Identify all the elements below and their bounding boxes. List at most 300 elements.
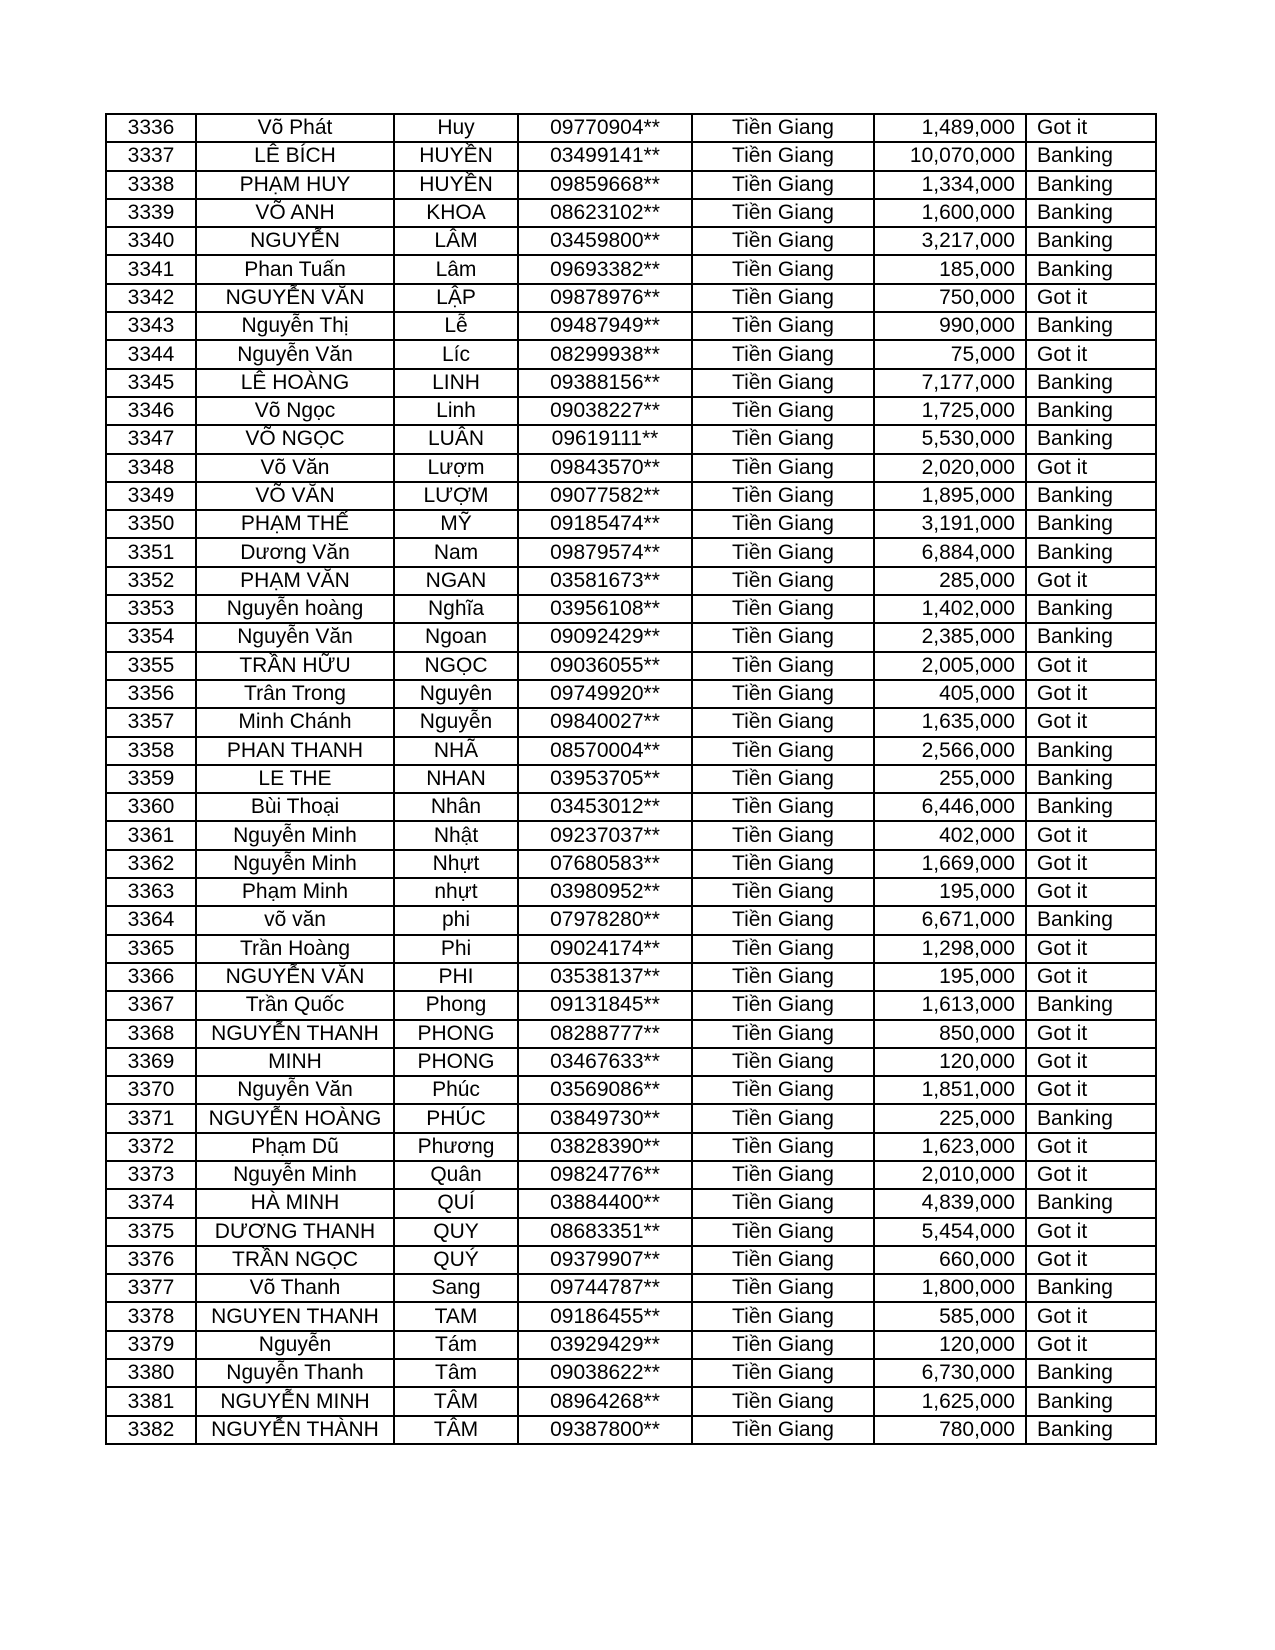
phone-number-cell: 03828390**: [518, 1133, 692, 1161]
phone-number-cell: 09619111**: [518, 425, 692, 453]
payment-method-cell: Banking: [1026, 482, 1156, 510]
province-cell: Tiền Giang: [692, 369, 874, 397]
province-cell: Tiền Giang: [692, 935, 874, 963]
row-number-cell: 3374: [106, 1189, 196, 1217]
row-number-cell: 3338: [106, 171, 196, 199]
row-number-cell: 3361: [106, 821, 196, 849]
phone-number-cell: 09387800**: [518, 1416, 692, 1444]
family-middle-name-cell: Bùi Thoại: [196, 793, 394, 821]
province-cell: Tiền Giang: [692, 567, 874, 595]
phone-number-cell: 03929429**: [518, 1331, 692, 1359]
province-cell: Tiền Giang: [692, 595, 874, 623]
given-name-cell: nhựt: [394, 878, 518, 906]
amount-cell: 5,454,000: [874, 1218, 1026, 1246]
family-middle-name-cell: NGUYỄN VĂN: [196, 284, 394, 312]
phone-number-cell: 03884400**: [518, 1189, 692, 1217]
amount-cell: 850,000: [874, 1020, 1026, 1048]
province-cell: Tiền Giang: [692, 1076, 874, 1104]
province-cell: Tiền Giang: [692, 821, 874, 849]
family-middle-name-cell: Minh Chánh: [196, 708, 394, 736]
phone-number-cell: 08299938**: [518, 340, 692, 368]
amount-cell: 195,000: [874, 963, 1026, 991]
given-name-cell: Phúc: [394, 1076, 518, 1104]
family-middle-name-cell: MINH: [196, 1048, 394, 1076]
payment-table: [105, 113, 1157, 1445]
row-number-cell: 3366: [106, 963, 196, 991]
province-cell: Tiền Giang: [692, 1048, 874, 1076]
table-row: [106, 1359, 1156, 1387]
amount-cell: 5,530,000: [874, 425, 1026, 453]
province-cell: Tiền Giang: [692, 623, 874, 651]
given-name-cell: TÂM: [394, 1416, 518, 1444]
amount-cell: 3,191,000: [874, 510, 1026, 538]
amount-cell: 1,623,000: [874, 1133, 1026, 1161]
table-row: [106, 114, 1156, 142]
amount-cell: 585,000: [874, 1302, 1026, 1330]
phone-number-cell: 03569086**: [518, 1076, 692, 1104]
given-name-cell: NHÃ: [394, 737, 518, 765]
row-number-cell: 3356: [106, 680, 196, 708]
amount-cell: 660,000: [874, 1246, 1026, 1274]
row-number-cell: 3337: [106, 142, 196, 170]
given-name-cell: NGAN: [394, 567, 518, 595]
row-number-cell: 3339: [106, 199, 196, 227]
province-cell: Tiền Giang: [692, 227, 874, 255]
phone-number-cell: 08964268**: [518, 1387, 692, 1415]
phone-number-cell: 09879574**: [518, 538, 692, 566]
payment-method-cell: Banking: [1026, 1359, 1156, 1387]
row-number-cell: 3379: [106, 1331, 196, 1359]
phone-number-cell: 03459800**: [518, 227, 692, 255]
family-middle-name-cell: Võ Văn: [196, 454, 394, 482]
given-name-cell: Líc: [394, 340, 518, 368]
payment-method-cell: Banking: [1026, 538, 1156, 566]
province-cell: Tiền Giang: [692, 1359, 874, 1387]
table-row: [106, 510, 1156, 538]
payment-method-cell: Banking: [1026, 595, 1156, 623]
family-middle-name-cell: LE THE: [196, 765, 394, 793]
amount-cell: 4,839,000: [874, 1189, 1026, 1217]
province-cell: Tiền Giang: [692, 737, 874, 765]
province-cell: Tiền Giang: [692, 1161, 874, 1189]
province-cell: Tiền Giang: [692, 680, 874, 708]
given-name-cell: QUY: [394, 1218, 518, 1246]
phone-number-cell: 09770904**: [518, 114, 692, 142]
row-number-cell: 3350: [106, 510, 196, 538]
amount-cell: 285,000: [874, 567, 1026, 595]
phone-number-cell: 09024174**: [518, 935, 692, 963]
given-name-cell: Nguyên: [394, 680, 518, 708]
family-middle-name-cell: PHẠM VĂN: [196, 567, 394, 595]
row-number-cell: 3364: [106, 906, 196, 934]
family-middle-name-cell: PHẠM THẾ: [196, 510, 394, 538]
given-name-cell: Lễ: [394, 312, 518, 340]
payment-method-cell: Got it: [1026, 567, 1156, 595]
given-name-cell: Nhựt: [394, 850, 518, 878]
province-cell: Tiền Giang: [692, 708, 874, 736]
table-row: [106, 821, 1156, 849]
payment-method-cell: Banking: [1026, 765, 1156, 793]
family-middle-name-cell: Nguyễn Văn: [196, 340, 394, 368]
row-number-cell: 3370: [106, 1076, 196, 1104]
phone-number-cell: 09379907**: [518, 1246, 692, 1274]
given-name-cell: Lượm: [394, 454, 518, 482]
amount-cell: 1,725,000: [874, 397, 1026, 425]
table-row: [106, 425, 1156, 453]
table-row: [106, 1246, 1156, 1274]
given-name-cell: TÂM: [394, 1387, 518, 1415]
table-row: [106, 1133, 1156, 1161]
table-row: [106, 1274, 1156, 1302]
amount-cell: 75,000: [874, 340, 1026, 368]
province-cell: Tiền Giang: [692, 199, 874, 227]
table-row: [106, 284, 1156, 312]
given-name-cell: QUÝ: [394, 1246, 518, 1274]
given-name-cell: Nghĩa: [394, 595, 518, 623]
family-middle-name-cell: Trân Trong: [196, 680, 394, 708]
given-name-cell: HUYỀN: [394, 142, 518, 170]
phone-number-cell: 09388156**: [518, 369, 692, 397]
amount-cell: 120,000: [874, 1048, 1026, 1076]
row-number-cell: 3363: [106, 878, 196, 906]
province-cell: Tiền Giang: [692, 765, 874, 793]
payment-method-cell: Banking: [1026, 199, 1156, 227]
amount-cell: 1,298,000: [874, 935, 1026, 963]
phone-number-cell: 03956108**: [518, 595, 692, 623]
family-middle-name-cell: võ văn: [196, 906, 394, 934]
given-name-cell: Nguyễn: [394, 708, 518, 736]
row-number-cell: 3362: [106, 850, 196, 878]
table-row: [106, 1387, 1156, 1415]
row-number-cell: 3365: [106, 935, 196, 963]
province-cell: Tiền Giang: [692, 171, 874, 199]
given-name-cell: Phương: [394, 1133, 518, 1161]
phone-number-cell: 09824776**: [518, 1161, 692, 1189]
province-cell: Tiền Giang: [692, 425, 874, 453]
province-cell: Tiền Giang: [692, 340, 874, 368]
family-middle-name-cell: Võ Phát: [196, 114, 394, 142]
family-middle-name-cell: Nguyễn Thanh: [196, 1359, 394, 1387]
payment-method-cell: Banking: [1026, 1274, 1156, 1302]
table-row: [106, 1048, 1156, 1076]
amount-cell: 185,000: [874, 255, 1026, 283]
table-body: [106, 114, 1156, 1444]
row-number-cell: 3348: [106, 454, 196, 482]
province-cell: Tiền Giang: [692, 482, 874, 510]
row-number-cell: 3346: [106, 397, 196, 425]
family-middle-name-cell: Võ Ngọc: [196, 397, 394, 425]
table-row: [106, 538, 1156, 566]
phone-number-cell: 09693382**: [518, 255, 692, 283]
amount-cell: 6,671,000: [874, 906, 1026, 934]
row-number-cell: 3373: [106, 1161, 196, 1189]
row-number-cell: 3358: [106, 737, 196, 765]
phone-number-cell: 09487949**: [518, 312, 692, 340]
given-name-cell: HUYỀN: [394, 171, 518, 199]
given-name-cell: Ngoan: [394, 623, 518, 651]
family-middle-name-cell: Dương Văn: [196, 538, 394, 566]
amount-cell: 2,385,000: [874, 623, 1026, 651]
given-name-cell: PHONG: [394, 1020, 518, 1048]
province-cell: Tiền Giang: [692, 878, 874, 906]
payment-method-cell: Got it: [1026, 454, 1156, 482]
amount-cell: 1,669,000: [874, 850, 1026, 878]
province-cell: Tiền Giang: [692, 538, 874, 566]
province-cell: Tiền Giang: [692, 1020, 874, 1048]
row-number-cell: 3355: [106, 652, 196, 680]
amount-cell: 3,217,000: [874, 227, 1026, 255]
row-number-cell: 3340: [106, 227, 196, 255]
family-middle-name-cell: Phạm Minh: [196, 878, 394, 906]
payment-method-cell: Got it: [1026, 1076, 1156, 1104]
amount-cell: 2,010,000: [874, 1161, 1026, 1189]
amount-cell: 2,566,000: [874, 737, 1026, 765]
family-middle-name-cell: Nguyễn Minh: [196, 821, 394, 849]
payment-method-cell: Banking: [1026, 1189, 1156, 1217]
given-name-cell: LÂM: [394, 227, 518, 255]
given-name-cell: LƯỢM: [394, 482, 518, 510]
phone-number-cell: 08623102**: [518, 199, 692, 227]
row-number-cell: 3347: [106, 425, 196, 453]
given-name-cell: NGỌC: [394, 652, 518, 680]
family-middle-name-cell: TRẦN HỮU: [196, 652, 394, 680]
amount-cell: 1,402,000: [874, 595, 1026, 623]
table-row: [106, 1189, 1156, 1217]
province-cell: Tiền Giang: [692, 906, 874, 934]
given-name-cell: NHAN: [394, 765, 518, 793]
table-row: [106, 906, 1156, 934]
given-name-cell: MỸ: [394, 510, 518, 538]
given-name-cell: PHI: [394, 963, 518, 991]
phone-number-cell: 03953705**: [518, 765, 692, 793]
province-cell: Tiền Giang: [692, 510, 874, 538]
given-name-cell: phi: [394, 906, 518, 934]
table-row: [106, 454, 1156, 482]
payment-method-cell: Got it: [1026, 340, 1156, 368]
phone-number-cell: 09038227**: [518, 397, 692, 425]
payment-method-cell: Got it: [1026, 284, 1156, 312]
family-middle-name-cell: HÀ MINH: [196, 1189, 394, 1217]
table-row: [106, 1076, 1156, 1104]
phone-number-cell: 03499141**: [518, 142, 692, 170]
payment-method-cell: Banking: [1026, 906, 1156, 934]
family-middle-name-cell: Nguyễn Minh: [196, 1161, 394, 1189]
given-name-cell: LINH: [394, 369, 518, 397]
amount-cell: 405,000: [874, 680, 1026, 708]
row-number-cell: 3382: [106, 1416, 196, 1444]
payment-method-cell: Banking: [1026, 171, 1156, 199]
family-middle-name-cell: Nguyễn Minh: [196, 850, 394, 878]
amount-cell: 990,000: [874, 312, 1026, 340]
table-row: [106, 369, 1156, 397]
family-middle-name-cell: TRẦN NGỌC: [196, 1246, 394, 1274]
table-row: [106, 595, 1156, 623]
table-row: [106, 142, 1156, 170]
payment-method-cell: Got it: [1026, 1331, 1156, 1359]
family-middle-name-cell: Trần Hoàng: [196, 935, 394, 963]
family-middle-name-cell: Nguyễn Văn: [196, 1076, 394, 1104]
family-middle-name-cell: LÊ BÍCH: [196, 142, 394, 170]
payment-method-cell: Got it: [1026, 1161, 1156, 1189]
payment-method-cell: Got it: [1026, 1302, 1156, 1330]
family-middle-name-cell: NGUYỄN VĂN: [196, 963, 394, 991]
province-cell: Tiền Giang: [692, 397, 874, 425]
payment-method-cell: Banking: [1026, 510, 1156, 538]
table-row: [106, 171, 1156, 199]
given-name-cell: Phi: [394, 935, 518, 963]
amount-cell: 750,000: [874, 284, 1026, 312]
row-number-cell: 3349: [106, 482, 196, 510]
amount-cell: 1,613,000: [874, 991, 1026, 1019]
family-middle-name-cell: Trần Quốc: [196, 991, 394, 1019]
amount-cell: 1,895,000: [874, 482, 1026, 510]
province-cell: Tiền Giang: [692, 142, 874, 170]
table-row: [106, 482, 1156, 510]
payment-method-cell: Got it: [1026, 935, 1156, 963]
family-middle-name-cell: PHẠM HUY: [196, 171, 394, 199]
row-number-cell: 3376: [106, 1246, 196, 1274]
phone-number-cell: 03581673**: [518, 567, 692, 595]
payment-method-cell: Got it: [1026, 708, 1156, 736]
phone-number-cell: 07978280**: [518, 906, 692, 934]
row-number-cell: 3368: [106, 1020, 196, 1048]
payment-method-cell: Got it: [1026, 821, 1156, 849]
amount-cell: 1,625,000: [874, 1387, 1026, 1415]
amount-cell: 225,000: [874, 1104, 1026, 1132]
row-number-cell: 3345: [106, 369, 196, 397]
amount-cell: 255,000: [874, 765, 1026, 793]
province-cell: Tiền Giang: [692, 1416, 874, 1444]
amount-cell: 1,600,000: [874, 199, 1026, 227]
table-row: [106, 878, 1156, 906]
amount-cell: 1,489,000: [874, 114, 1026, 142]
province-cell: Tiền Giang: [692, 1189, 874, 1217]
province-cell: Tiền Giang: [692, 652, 874, 680]
family-middle-name-cell: Võ Thanh: [196, 1274, 394, 1302]
phone-number-cell: 09843570**: [518, 454, 692, 482]
payment-method-cell: Banking: [1026, 1104, 1156, 1132]
province-cell: Tiền Giang: [692, 284, 874, 312]
row-number-cell: 3360: [106, 793, 196, 821]
table-row: [106, 199, 1156, 227]
phone-number-cell: 09131845**: [518, 991, 692, 1019]
payment-method-cell: Banking: [1026, 1416, 1156, 1444]
given-name-cell: TAM: [394, 1302, 518, 1330]
payment-method-cell: Banking: [1026, 227, 1156, 255]
province-cell: Tiền Giang: [692, 1133, 874, 1161]
payment-method-cell: Got it: [1026, 963, 1156, 991]
phone-number-cell: 08570004**: [518, 737, 692, 765]
phone-number-cell: 07680583**: [518, 850, 692, 878]
amount-cell: 1,635,000: [874, 708, 1026, 736]
payment-method-cell: Banking: [1026, 255, 1156, 283]
family-middle-name-cell: NGUYỄN HOÀNG: [196, 1104, 394, 1132]
amount-cell: 120,000: [874, 1331, 1026, 1359]
given-name-cell: QUÍ: [394, 1189, 518, 1217]
phone-number-cell: 08683351**: [518, 1218, 692, 1246]
phone-number-cell: 09744787**: [518, 1274, 692, 1302]
given-name-cell: Tâm: [394, 1359, 518, 1387]
family-middle-name-cell: NGUYỄN: [196, 227, 394, 255]
province-cell: Tiền Giang: [692, 1274, 874, 1302]
table-row: [106, 850, 1156, 878]
table-row: [106, 708, 1156, 736]
given-name-cell: Quân: [394, 1161, 518, 1189]
family-middle-name-cell: NGUYỄN THANH: [196, 1020, 394, 1048]
row-number-cell: 3381: [106, 1387, 196, 1415]
table-row: [106, 1302, 1156, 1330]
province-cell: Tiền Giang: [692, 114, 874, 142]
amount-cell: 780,000: [874, 1416, 1026, 1444]
given-name-cell: PHONG: [394, 1048, 518, 1076]
payment-method-cell: Banking: [1026, 991, 1156, 1019]
given-name-cell: LUÂN: [394, 425, 518, 453]
family-middle-name-cell: Phạm Dũ: [196, 1133, 394, 1161]
phone-number-cell: 09878976**: [518, 284, 692, 312]
province-cell: Tiền Giang: [692, 991, 874, 1019]
phone-number-cell: 08288777**: [518, 1020, 692, 1048]
family-middle-name-cell: Phan Tuấn: [196, 255, 394, 283]
payment-method-cell: Banking: [1026, 623, 1156, 651]
row-number-cell: 3359: [106, 765, 196, 793]
family-middle-name-cell: PHAN THANH: [196, 737, 394, 765]
table-row: [106, 1161, 1156, 1189]
table-row: [106, 737, 1156, 765]
given-name-cell: LẬP: [394, 284, 518, 312]
phone-number-cell: 09092429**: [518, 623, 692, 651]
given-name-cell: Sang: [394, 1274, 518, 1302]
phone-number-cell: 03467633**: [518, 1048, 692, 1076]
table-row: [106, 1331, 1156, 1359]
row-number-cell: 3357: [106, 708, 196, 736]
given-name-cell: Huy: [394, 114, 518, 142]
payment-method-cell: Banking: [1026, 737, 1156, 765]
phone-number-cell: 09185474**: [518, 510, 692, 538]
row-number-cell: 3375: [106, 1218, 196, 1246]
payment-method-cell: Banking: [1026, 1387, 1156, 1415]
family-middle-name-cell: VÕ VĂN: [196, 482, 394, 510]
province-cell: Tiền Giang: [692, 1218, 874, 1246]
phone-number-cell: 09859668**: [518, 171, 692, 199]
table-row: [106, 765, 1156, 793]
province-cell: Tiền Giang: [692, 312, 874, 340]
given-name-cell: Nhân: [394, 793, 518, 821]
payment-method-cell: Got it: [1026, 1048, 1156, 1076]
phone-number-cell: 03453012**: [518, 793, 692, 821]
phone-number-cell: 09840027**: [518, 708, 692, 736]
payment-method-cell: Got it: [1026, 850, 1156, 878]
table-row: [106, 340, 1156, 368]
given-name-cell: Tám: [394, 1331, 518, 1359]
payment-method-cell: Got it: [1026, 878, 1156, 906]
family-middle-name-cell: VÕ ANH: [196, 199, 394, 227]
amount-cell: 6,730,000: [874, 1359, 1026, 1387]
row-number-cell: 3372: [106, 1133, 196, 1161]
table-row: [106, 680, 1156, 708]
table-row: [106, 227, 1156, 255]
province-cell: Tiền Giang: [692, 1246, 874, 1274]
family-middle-name-cell: NGUYEN THANH: [196, 1302, 394, 1330]
family-middle-name-cell: Nguyễn hoàng: [196, 595, 394, 623]
payment-method-cell: Banking: [1026, 793, 1156, 821]
phone-number-cell: 09036055**: [518, 652, 692, 680]
row-number-cell: 3351: [106, 538, 196, 566]
province-cell: Tiền Giang: [692, 255, 874, 283]
province-cell: Tiền Giang: [692, 793, 874, 821]
amount-cell: 1,334,000: [874, 171, 1026, 199]
family-middle-name-cell: Nguyễn Thị: [196, 312, 394, 340]
row-number-cell: 3380: [106, 1359, 196, 1387]
